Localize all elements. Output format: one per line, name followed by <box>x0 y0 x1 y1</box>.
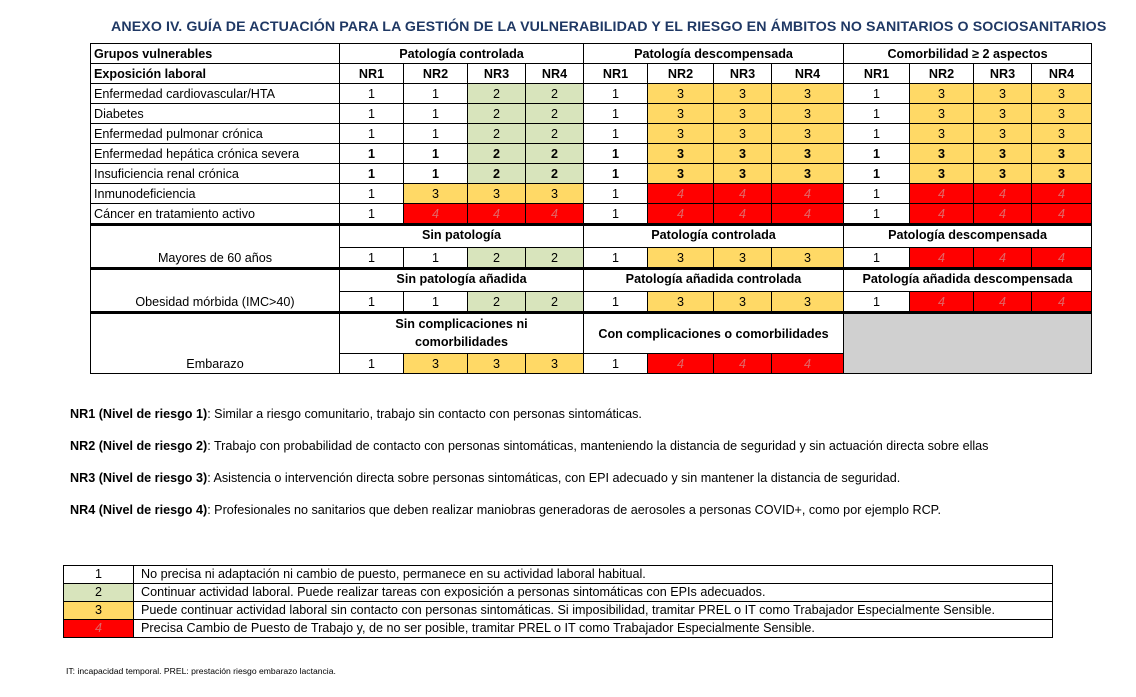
risk-cell: 3 <box>714 164 772 184</box>
risk-cell: 2 <box>468 104 526 124</box>
risk-cell: 4 <box>910 204 974 225</box>
risk-cell: 4 <box>714 184 772 204</box>
risk-cell: 2 <box>526 104 584 124</box>
embarazo-label: Embarazo <box>91 313 340 374</box>
condition-label: Enfermedad cardiovascular/HTA <box>91 84 340 104</box>
embarazo-group-header-1-line1: Sin complicaciones ni <box>395 317 528 331</box>
risk-cell: 1 <box>844 164 910 184</box>
risk-cell: 3 <box>772 248 844 269</box>
risk-cell: 3 <box>1032 144 1092 164</box>
nr-header-cell: NR4 <box>1032 64 1092 84</box>
condition-row <box>91 104 1092 124</box>
embarazo-group-header-1-line2: comorbilidades <box>414 335 509 349</box>
risk-level-definition <box>70 407 1130 421</box>
nr-header-cell: NR2 <box>648 64 714 84</box>
risk-cell: 1 <box>404 248 468 269</box>
risk-cell: 1 <box>584 84 648 104</box>
obesidad-group-header: Patología añadida controlada <box>584 269 844 292</box>
risk-cell: 2 <box>468 84 526 104</box>
embarazo-group-header-1 <box>340 313 584 354</box>
risk-cell: 3 <box>404 184 468 204</box>
nr-header-cell: NR1 <box>584 64 648 84</box>
nr-header-cell: NR2 <box>910 64 974 84</box>
nr-header-cell: NR1 <box>340 64 404 84</box>
nr-header-cell: NR1 <box>844 64 910 84</box>
risk-cell: 4 <box>1032 204 1092 225</box>
risk-cell: 3 <box>910 124 974 144</box>
risk-cell: 4 <box>404 204 468 225</box>
risk-cell: 3 <box>648 124 714 144</box>
condition-row <box>91 164 1092 184</box>
col-header-grupos: Grupos vulnerables <box>91 44 340 64</box>
mayores-label: Mayores de 60 años <box>91 225 340 269</box>
risk-cell: 3 <box>974 84 1032 104</box>
risk-cell: 1 <box>340 292 404 313</box>
risk-cell: 3 <box>910 84 974 104</box>
risk-cell: 3 <box>648 164 714 184</box>
definition-text: : Trabajo con probabilidad de contacto con personas sintomáticas, manteniendo la distancia de seguridad y sin actuación directa sobre ellas <box>207 439 989 453</box>
document-title: ANEXO IV. GUÍA DE ACTUACIÓN PARA LA GESTIÓN DE LA VULNERABILIDAD Y EL RIESGO EN ÁMBITOS NO SANITARIOS O SOCIOSANITARIOS <box>111 19 1107 35</box>
risk-cell: 1 <box>340 354 404 374</box>
risk-cell: 3 <box>772 104 844 124</box>
risk-cell: 4 <box>648 184 714 204</box>
risk-level-definition <box>70 503 1130 517</box>
condition-row <box>91 144 1092 164</box>
risk-cell: 3 <box>772 292 844 313</box>
risk-cell: 1 <box>340 144 404 164</box>
risk-cell: 4 <box>910 292 974 313</box>
risk-cell: 3 <box>974 104 1032 124</box>
mayores-group-header: Patología descompensada <box>844 225 1092 248</box>
risk-cell: 4 <box>910 248 974 269</box>
risk-cell: 1 <box>404 124 468 144</box>
risk-cell: 4 <box>1032 248 1092 269</box>
risk-cell: 2 <box>526 144 584 164</box>
risk-cell: 1 <box>584 144 648 164</box>
risk-cell: 1 <box>340 124 404 144</box>
risk-cell: 3 <box>772 124 844 144</box>
risk-cell: 1 <box>844 104 910 124</box>
risk-cell: 1 <box>844 184 910 204</box>
risk-cell: 4 <box>910 184 974 204</box>
definition-term: NR2 (Nivel de riesgo 2) <box>70 439 208 453</box>
risk-cell: 4 <box>974 204 1032 225</box>
legend-number: 2 <box>64 584 134 602</box>
risk-cell: 4 <box>974 292 1032 313</box>
risk-cell: 1 <box>584 104 648 124</box>
condition-row <box>91 84 1092 104</box>
condition-label: Cáncer en tratamiento activo <box>91 204 340 225</box>
risk-cell: 4 <box>468 204 526 225</box>
risk-cell: 2 <box>468 124 526 144</box>
risk-cell: 3 <box>714 84 772 104</box>
risk-cell: 1 <box>404 144 468 164</box>
risk-cell: 3 <box>714 124 772 144</box>
risk-level-definition <box>70 439 1130 453</box>
risk-cell: 2 <box>526 84 584 104</box>
col-header-exposicion: Exposición laboral <box>91 64 340 84</box>
mayores-group-header: Patología controlada <box>584 225 844 248</box>
legend-number: 3 <box>64 602 134 620</box>
risk-cell: 1 <box>404 292 468 313</box>
header-nr-row <box>91 64 1092 84</box>
risk-cell: 3 <box>974 124 1032 144</box>
risk-cell: 3 <box>772 84 844 104</box>
risk-cell: 1 <box>340 164 404 184</box>
risk-cell: 4 <box>772 204 844 225</box>
risk-cell: 2 <box>526 124 584 144</box>
risk-cell: 3 <box>526 184 584 204</box>
risk-cell: 4 <box>714 354 772 374</box>
risk-cell: 1 <box>404 104 468 124</box>
risk-cell: 3 <box>974 164 1032 184</box>
risk-cell: 1 <box>340 204 404 225</box>
risk-cell: 3 <box>526 354 584 374</box>
legend-row <box>64 602 1053 620</box>
risk-cell: 3 <box>714 144 772 164</box>
risk-cell: 3 <box>404 354 468 374</box>
risk-cell: 3 <box>910 144 974 164</box>
legend-row <box>64 566 1053 584</box>
risk-cell: 3 <box>714 104 772 124</box>
legend-description: No precisa ni adaptación ni cambio de puesto, permanece en su actividad laboral habitual. <box>134 566 1053 584</box>
risk-cell: 4 <box>1032 292 1092 313</box>
condition-label: Enfermedad pulmonar crónica <box>91 124 340 144</box>
risk-cell: 1 <box>584 248 648 269</box>
nr-header-cell: NR4 <box>526 64 584 84</box>
nr-header-cell: NR3 <box>714 64 772 84</box>
risk-cell: 3 <box>1032 104 1092 124</box>
risk-cell: 1 <box>844 248 910 269</box>
risk-cell: 3 <box>714 248 772 269</box>
risk-cell: 3 <box>772 164 844 184</box>
risk-cell: 4 <box>648 204 714 225</box>
risk-cell: 1 <box>584 292 648 313</box>
risk-cell: 1 <box>584 124 648 144</box>
legend-number: 4 <box>64 620 134 638</box>
risk-cell: 4 <box>1032 184 1092 204</box>
risk-cell: 2 <box>468 164 526 184</box>
risk-cell: 3 <box>648 144 714 164</box>
mayores-group-header: Sin patología <box>340 225 584 248</box>
risk-cell: 4 <box>648 354 714 374</box>
risk-cell: 1 <box>844 144 910 164</box>
risk-cell: 1 <box>844 84 910 104</box>
risk-cell: 3 <box>772 144 844 164</box>
vulnerability-table <box>90 43 1092 374</box>
group-header-descompensada: Patología descompensada <box>584 44 844 64</box>
risk-cell: 2 <box>526 292 584 313</box>
obesidad-group-header: Sin patología añadida <box>340 269 584 292</box>
risk-cell: 3 <box>648 248 714 269</box>
obesidad-group-header: Patología añadida descompensada <box>844 269 1092 292</box>
condition-label: Enfermedad hepática crónica severa <box>91 144 340 164</box>
risk-cell: 1 <box>584 184 648 204</box>
obesidad-label: Obesidad mórbida (IMC>40) <box>91 269 340 313</box>
embarazo-subheader-row <box>91 313 1092 354</box>
risk-cell: 3 <box>974 144 1032 164</box>
risk-cell: 3 <box>910 164 974 184</box>
risk-cell: 3 <box>1032 164 1092 184</box>
risk-cell: 1 <box>584 354 648 374</box>
legend-description: Continuar actividad laboral. Puede realizar tareas con exposición a personas sintomáticas con EPIs adecuados. <box>134 584 1053 602</box>
legend-number: 1 <box>64 566 134 584</box>
risk-cell: 4 <box>974 248 1032 269</box>
risk-cell: 1 <box>340 184 404 204</box>
risk-cell: 4 <box>974 184 1032 204</box>
embarazo-not-applicable <box>844 313 1092 374</box>
condition-label: Inmunodeficiencia <box>91 184 340 204</box>
definition-term: NR3 (Nivel de riesgo 3) <box>70 471 208 485</box>
risk-cell: 1 <box>844 292 910 313</box>
nr-header-cell: NR4 <box>772 64 844 84</box>
risk-cell: 3 <box>648 84 714 104</box>
risk-cell: 2 <box>468 248 526 269</box>
risk-cell: 4 <box>714 204 772 225</box>
definition-text: : Asistencia o intervención directa sobre personas sintomáticas, con EPI adecuado y sin mantener la distancia de seguridad. <box>207 471 901 485</box>
risk-cell: 2 <box>468 292 526 313</box>
risk-cell: 4 <box>772 354 844 374</box>
risk-cell: 3 <box>648 292 714 313</box>
legend-description: Precisa Cambio de Puesto de Trabajo y, de no ser posible, tramitar PREL o IT como Trabajador Especialmente Sensible. <box>134 620 1053 638</box>
risk-cell: 3 <box>648 104 714 124</box>
embarazo-group-header-2: Con complicaciones o comorbilidades <box>584 313 844 354</box>
risk-cell: 2 <box>468 144 526 164</box>
risk-cell: 1 <box>584 164 648 184</box>
legend-description: Puede continuar actividad laboral sin contacto con personas sintomáticas. Si imposibilidad, tramitar PREL o IT como Trabajador Especialmente Sensible. <box>134 602 1053 620</box>
mayores-subheader-row <box>91 225 1092 248</box>
condition-row <box>91 204 1092 225</box>
risk-cell: 1 <box>844 124 910 144</box>
definition-term: NR1 (Nivel de riesgo 1) <box>70 407 208 421</box>
risk-cell: 1 <box>584 204 648 225</box>
risk-cell: 3 <box>468 354 526 374</box>
header-groups-row <box>91 44 1092 64</box>
condition-label: Insuficiencia renal crónica <box>91 164 340 184</box>
legend-table <box>63 565 1053 638</box>
group-header-comorbilidad: Comorbilidad ≥ 2 aspectos <box>844 44 1092 64</box>
risk-cell: 3 <box>1032 124 1092 144</box>
risk-cell: 1 <box>340 84 404 104</box>
risk-cell: 3 <box>714 292 772 313</box>
risk-cell: 2 <box>526 248 584 269</box>
risk-cell: 3 <box>1032 84 1092 104</box>
nr-header-cell: NR3 <box>468 64 526 84</box>
risk-cell: 3 <box>468 184 526 204</box>
risk-cell: 1 <box>404 84 468 104</box>
legend-row <box>64 584 1053 602</box>
legend-row <box>64 620 1053 638</box>
definition-text: : Profesionales no sanitarios que deben realizar maniobras generadoras de aerosoles a personas COVID+, como por ejemplo RCP. <box>207 503 941 517</box>
condition-label: Diabetes <box>91 104 340 124</box>
risk-cell: 1 <box>340 248 404 269</box>
condition-row <box>91 124 1092 144</box>
risk-cell: 4 <box>526 204 584 225</box>
risk-level-definition <box>70 471 1130 485</box>
nr-header-cell: NR2 <box>404 64 468 84</box>
risk-cell: 2 <box>526 164 584 184</box>
risk-cell: 1 <box>340 104 404 124</box>
risk-cell: 1 <box>844 204 910 225</box>
definition-term: NR4 (Nivel de riesgo 4) <box>70 503 208 517</box>
condition-row <box>91 184 1092 204</box>
risk-cell: 1 <box>404 164 468 184</box>
group-header-controlada: Patología controlada <box>340 44 584 64</box>
risk-cell: 4 <box>772 184 844 204</box>
nr-header-cell: NR3 <box>974 64 1032 84</box>
footnote: IT: incapacidad temporal. PREL: prestación riesgo embarazo lactancia. <box>66 666 336 676</box>
obesidad-subheader-row <box>91 269 1092 292</box>
definition-text: : Similar a riesgo comunitario, trabajo sin contacto con personas sintomáticas. <box>207 407 642 421</box>
risk-cell: 3 <box>910 104 974 124</box>
